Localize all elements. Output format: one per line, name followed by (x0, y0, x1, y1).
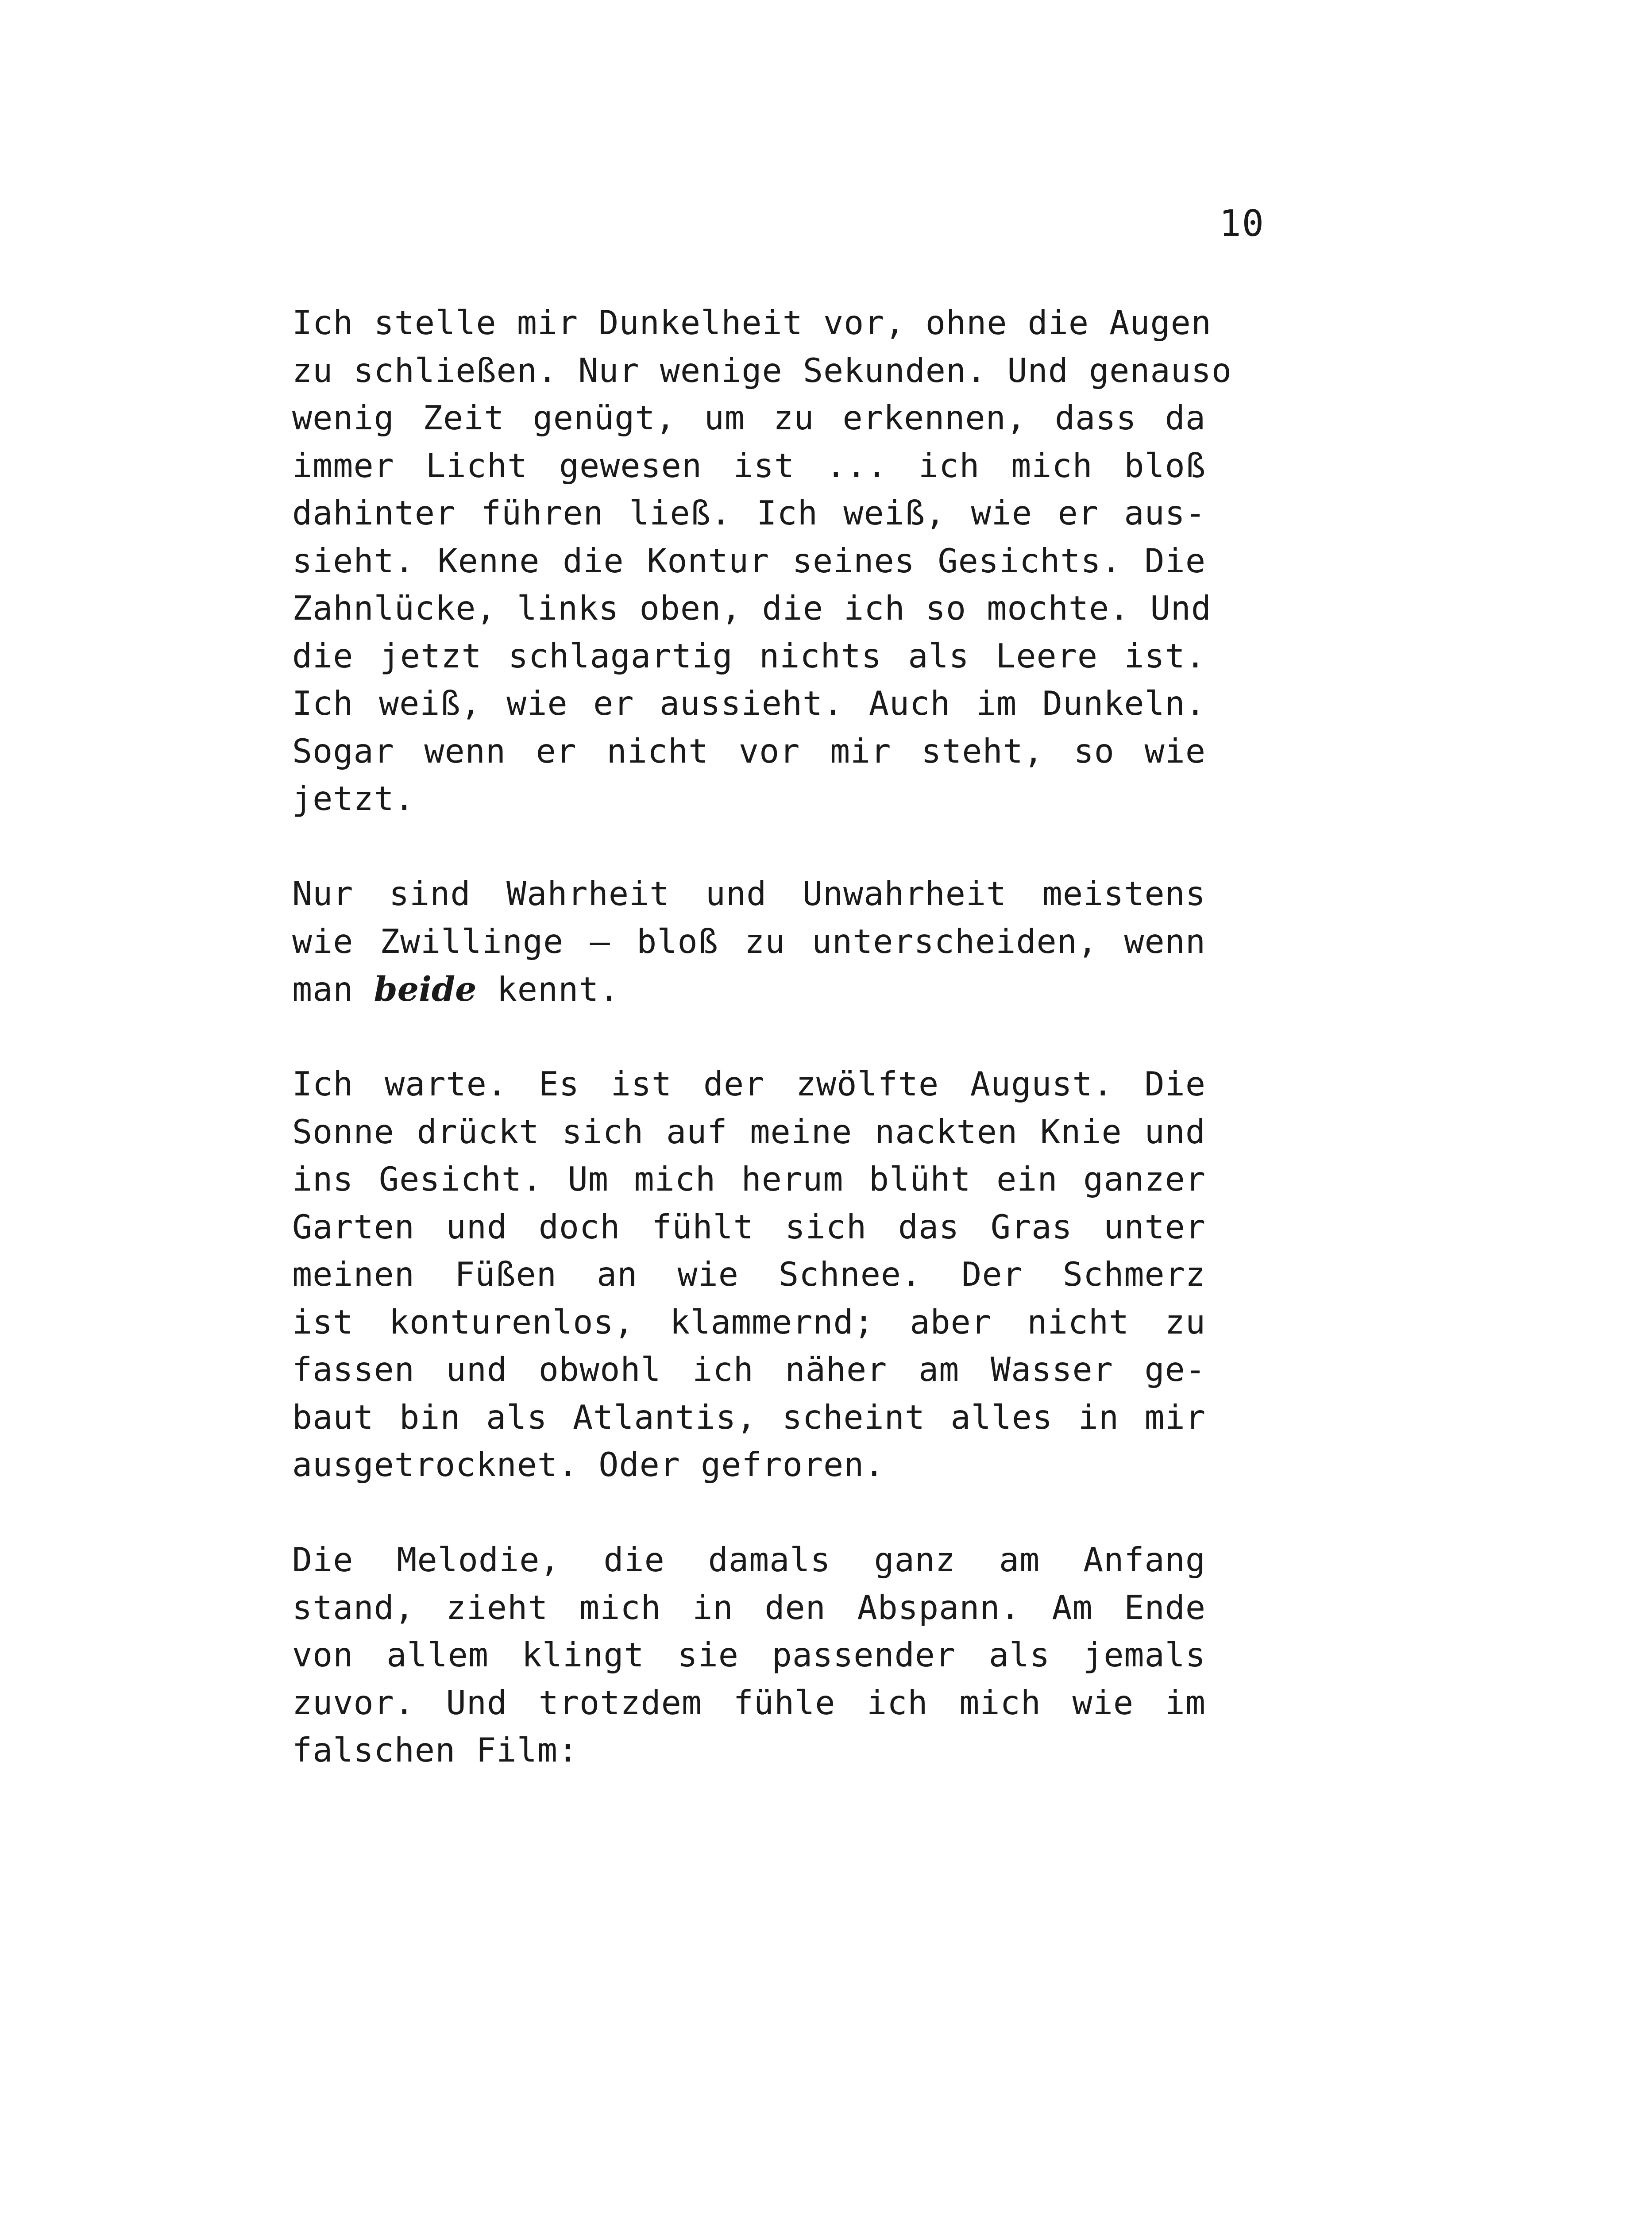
page-number: 10 (1219, 203, 1265, 245)
text-line: stand, zieht mich in den Abspann. Am Ende (292, 1588, 1206, 1627)
paragraph-2 (292, 870, 1206, 1013)
text-line: falschen Film: (292, 1731, 579, 1770)
text-line: meinen Füßen an wie Schnee. Der Schmerz (292, 1255, 1206, 1294)
emphasized-word: beide (374, 969, 477, 1009)
text-line: ausgetrocknet. Oder gefroren. (292, 1445, 885, 1484)
paragraph-1 (292, 299, 1232, 823)
text-line: baut bin als Atlantis, scheint alles in mir (292, 1397, 1206, 1437)
text-line: Sonne drückt sich auf meine nackten Knie und (292, 1112, 1206, 1151)
text-line (292, 965, 1206, 1013)
text-line: zu schließen. Nur wenige Sekunden. Und genauso (292, 351, 1232, 390)
text-line: dahinter führen ließ. Ich weiß, wie er aus- (292, 493, 1206, 532)
text-line: Sogar wenn er nicht vor mir steht, so wie (292, 731, 1206, 771)
text-line: Zahnlücke, links oben, die ich so mochte. Und (292, 589, 1212, 628)
text-line: zuvor. Und trotzdem fühle ich mich wie im (292, 1683, 1206, 1722)
text-line: ins Gesicht. Um mich herum blüht ein ganzer (292, 1160, 1206, 1199)
text-line: Die Melodie, die damals ganz am Anfang (292, 1540, 1206, 1579)
text-line: sieht. Kenne die Kontur seines Gesichts. Die (292, 541, 1206, 580)
text-line: Garten und doch fühlt sich das Gras unter (292, 1207, 1206, 1246)
text-segment: man (292, 970, 374, 1009)
text-line: wenig Zeit genügt, um zu erkennen, dass da (292, 398, 1206, 437)
text-line: Ich stelle mir Dunkelheit vor, ohne die Augen (292, 303, 1212, 342)
text-line: Nur sind Wahrheit und Unwahrheit meistens (292, 874, 1206, 913)
text-line: wie Zwillinge – bloß zu unterscheiden, wenn (292, 921, 1206, 961)
text-line: immer Licht gewesen ist ... ich mich bloß (292, 446, 1206, 485)
text-line: von allem klingt sie passender als jemals (292, 1635, 1206, 1674)
text-line: jetzt. (292, 779, 415, 818)
paragraph-3 (292, 1060, 1206, 1489)
text-column (292, 299, 1232, 1822)
paragraph-4 (292, 1536, 1206, 1774)
text-line: ist konturenlos, klammernd; aber nicht zu (292, 1302, 1206, 1342)
text-line: Ich weiß, wie er aussieht. Auch im Dunkeln. (292, 684, 1206, 723)
text-line: Ich warte. Es ist der zwölfte August. Die (292, 1064, 1206, 1103)
text-line: die jetzt schlagartig nichts als Leere ist. (292, 636, 1206, 675)
text-line: fassen und obwohl ich näher am Wasser ge- (292, 1350, 1206, 1389)
text-segment: kennt. (476, 970, 620, 1009)
